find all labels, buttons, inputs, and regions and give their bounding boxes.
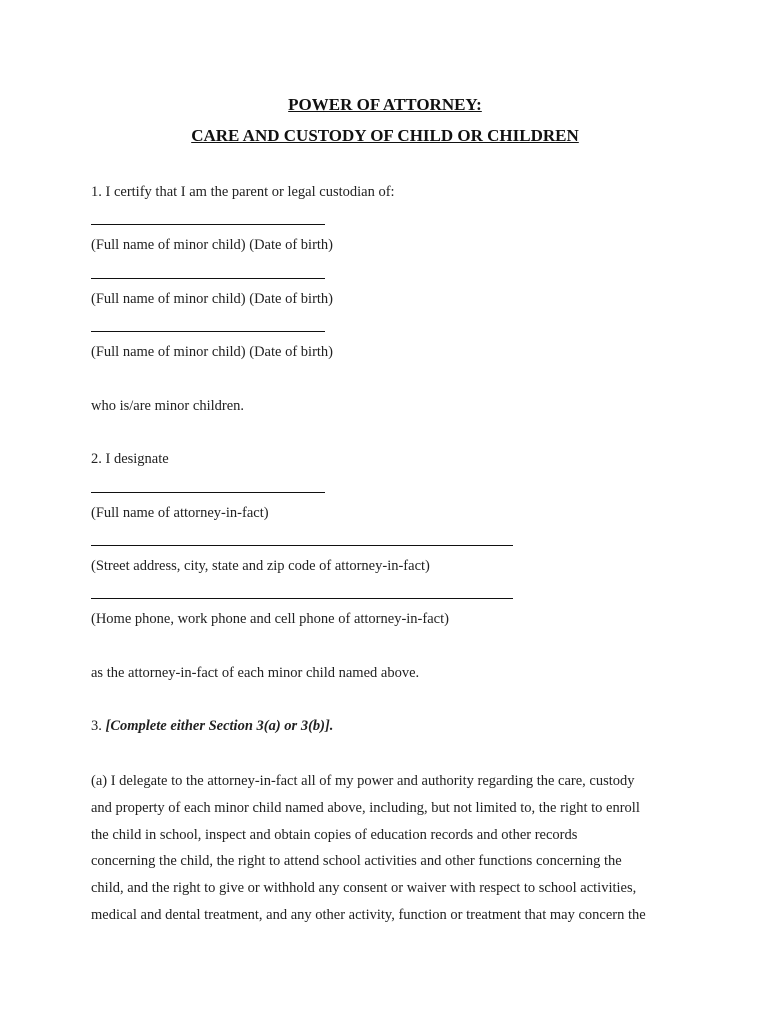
section3a-paragraph bbox=[91, 768, 691, 929]
section1-closing: who is/are minor children. bbox=[91, 398, 245, 414]
attorney-name-label: (Full name of attorney-in-fact) bbox=[91, 505, 269, 521]
child1-label: (Full name of minor child) (Date of birth) bbox=[91, 237, 334, 253]
section3-instruction: [Complete either Section 3(a) or 3(b)]. bbox=[105, 718, 334, 734]
child3-label: (Full name of minor child) (Date of birth) bbox=[91, 344, 334, 360]
paragraph-line: (a) I delegate to the attorney-in-fact all of my power and authority regarding the care, custody bbox=[91, 773, 635, 789]
paragraph-line: medical and dental treatment, and any other activity, function or treatment that may concern the bbox=[91, 906, 646, 923]
document-subtitle: CARE AND CUSTODY OF CHILD OR CHILDREN bbox=[191, 126, 579, 145]
child3-name-blank[interactable] bbox=[91, 331, 325, 332]
child1-name-blank[interactable] bbox=[91, 224, 325, 225]
attorney-phone-blank[interactable] bbox=[91, 598, 513, 599]
attorney-address-blank[interactable] bbox=[91, 545, 513, 546]
attorney-name-blank[interactable] bbox=[91, 492, 325, 493]
child2-name-blank[interactable] bbox=[91, 278, 325, 279]
paragraph-line: concerning the child, the right to attend school activities and other functions concerning the bbox=[91, 853, 622, 870]
paragraph-line: and property of each minor child named above, including, but not limited to, the right to enroll bbox=[91, 799, 640, 816]
section3-number: 3. bbox=[91, 718, 106, 734]
section1-intro: 1. I certify that I am the parent or legal custodian of: bbox=[91, 184, 395, 200]
attorney-address-label: (Street address, city, state and zip code of attorney-in-fact) bbox=[91, 558, 430, 574]
paragraph-line: the child in school, inspect and obtain copies of education records and other records bbox=[91, 826, 578, 843]
child2-label: (Full name of minor child) (Date of birth) bbox=[91, 291, 334, 307]
section2-intro: 2. I designate bbox=[91, 451, 169, 467]
section2-closing: as the attorney-in-fact of each minor child named above. bbox=[91, 665, 420, 681]
attorney-phone-label: (Home phone, work phone and cell phone of attorney-in-fact) bbox=[91, 611, 449, 627]
document-title: POWER OF ATTORNEY: bbox=[288, 95, 482, 114]
paragraph-line: child, and the right to give or withhold any consent or waiver with respect to school activities, bbox=[91, 880, 637, 897]
section3-heading bbox=[91, 718, 333, 735]
